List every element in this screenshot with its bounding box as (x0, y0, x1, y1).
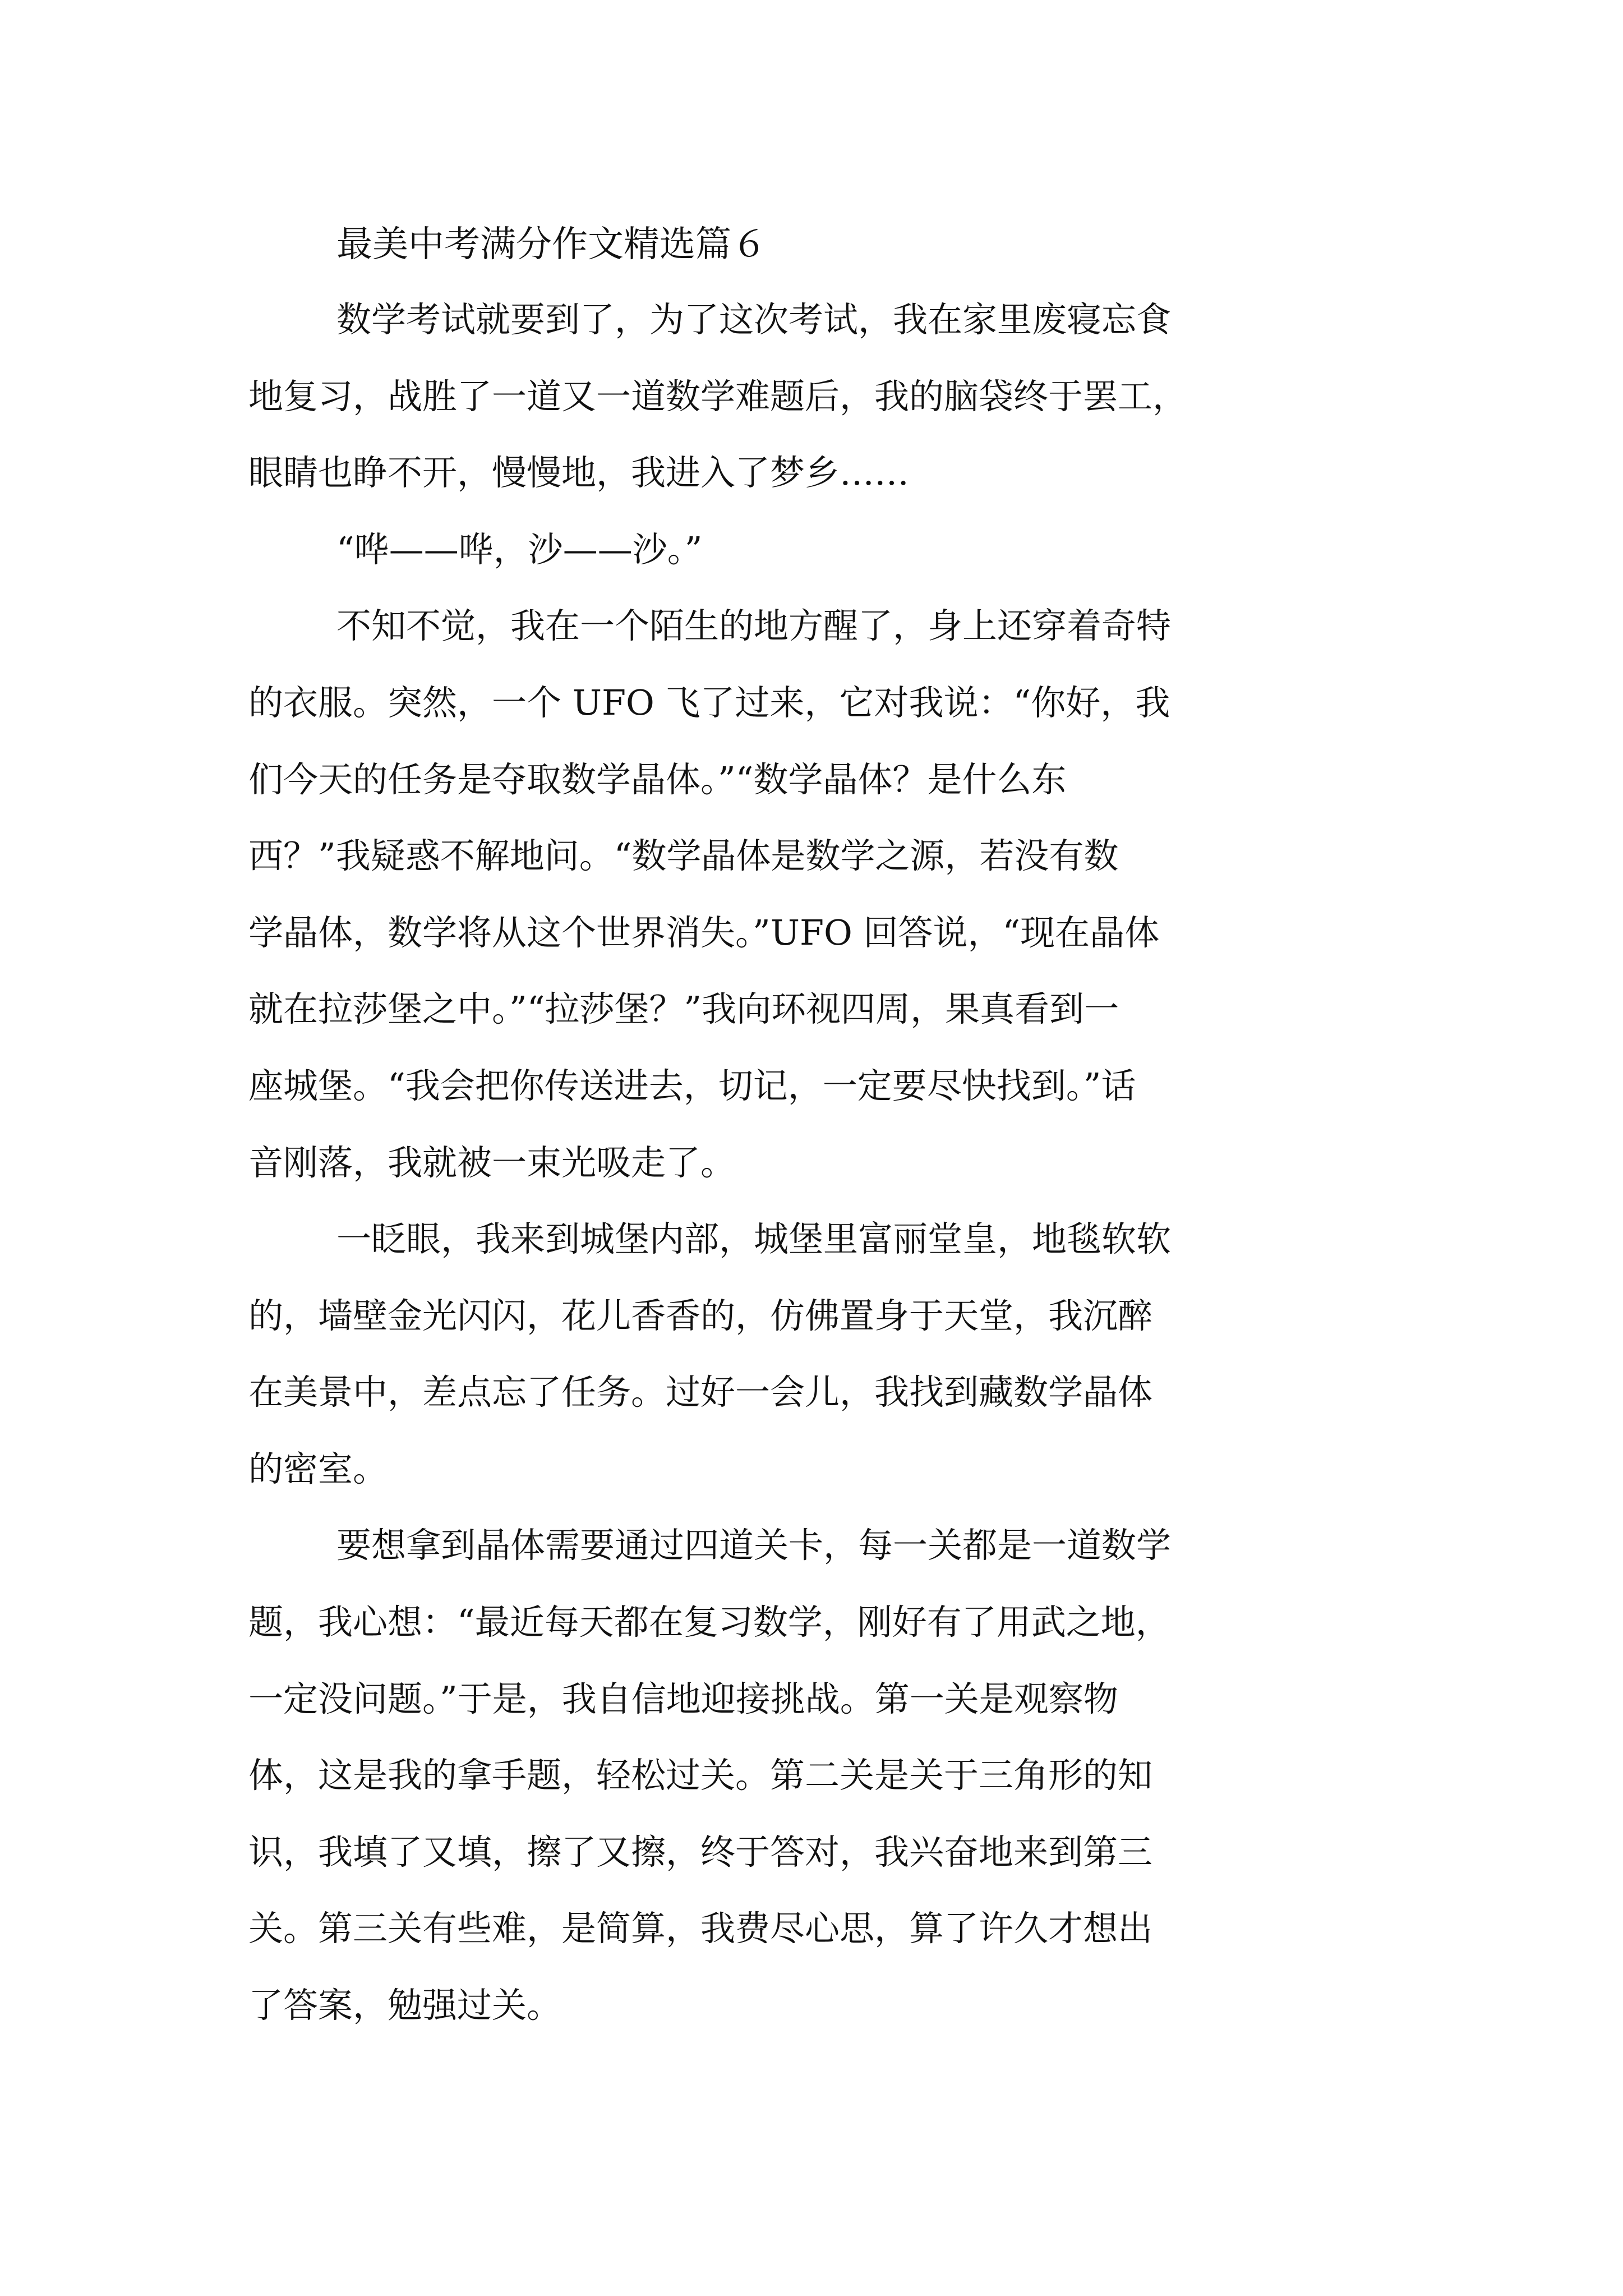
paragraph-3-line-3: 们今天的任务是夺取数学晶体。”“数学晶体？是什么东 (248, 759, 1067, 800)
paragraph-5-line-7: 了答案，勉强过关。 (248, 1985, 562, 2026)
paragraph-2-line-1: “哗——哗，沙——沙。” (336, 529, 703, 570)
paragraph-4-line-1: 一眨眼，我来到城堡内部，城堡里富丽堂皇，地毯软软 (336, 1218, 1172, 1259)
paragraph-1-line-1: 数学考试就要到了，为了这次考试，我在家里废寝忘食 (336, 299, 1172, 340)
paragraph-5-line-6: 关。第三关有些难，是简算，我费尽心思，算了许久才想出 (248, 1908, 1153, 1949)
paragraph-3-line-5: 学晶体，数学将从这个世界消失。”UFO 回答说，“现在晶体 (248, 912, 1160, 953)
paragraph-3-line-8: 音刚落，我就被一束光吸走了。 (248, 1142, 736, 1183)
paragraph-1-line-2: 地复习，战胜了一道又一道数学难题后，我的脑袋终于罢工， (248, 376, 1188, 417)
paragraph-5-line-2: 题，我心想：“最近每天都在复习数学，刚好有了用武之地， (248, 1602, 1170, 1642)
paragraph-3-line-6: 就在拉莎堡之中。”“拉莎堡？”我向环视四周，果真看到一 (248, 988, 1119, 1029)
paragraph-4-line-3: 在美景中，差点忘了任务。过好一会儿，我找到藏数学晶体 (248, 1372, 1153, 1412)
paragraph-1-line-3: 眼睛也睁不开，慢慢地，我进入了梦乡…… (248, 452, 910, 493)
paragraph-5-line-3: 一定没问题。”于是，我自信地迎接挑战。第一关是观察物 (248, 1678, 1118, 1719)
paragraph-3-line-2: 的衣服。突然，一个 UFO 飞了过来，它对我说：“你好，我 (248, 682, 1170, 723)
paragraph-4-line-2: 的，墙壁金光闪闪，花儿香香的，仿佛置身于天堂，我沉醉 (248, 1295, 1153, 1336)
page-title: 最美中考满分作文精选篇６ (336, 224, 767, 265)
paragraph-3-line-7: 座城堡。“我会把你传送进去，切记，一定要尽快找到。”话 (248, 1065, 1136, 1106)
paragraph-5-line-1: 要想拿到晶体需要通过四道关卡，每一关都是一道数学 (336, 1525, 1172, 1566)
paragraph-4-line-4: 的密室。 (248, 1448, 388, 1489)
paragraph-5-line-5: 识，我填了又填，擦了又擦，终于答对，我兴奋地来到第三 (248, 1832, 1153, 1872)
paragraph-3-line-4: 西？”我疑惑不解地问。“数学晶体是数学之源，若没有数 (248, 835, 1119, 876)
paragraph-5-line-4: 体，这是我的拿手题，轻松过关。第二关是关于三角形的知 (248, 1755, 1153, 1796)
paragraph-3-line-1: 不知不觉，我在一个陌生的地方醒了，身上还穿着奇特 (336, 605, 1172, 646)
